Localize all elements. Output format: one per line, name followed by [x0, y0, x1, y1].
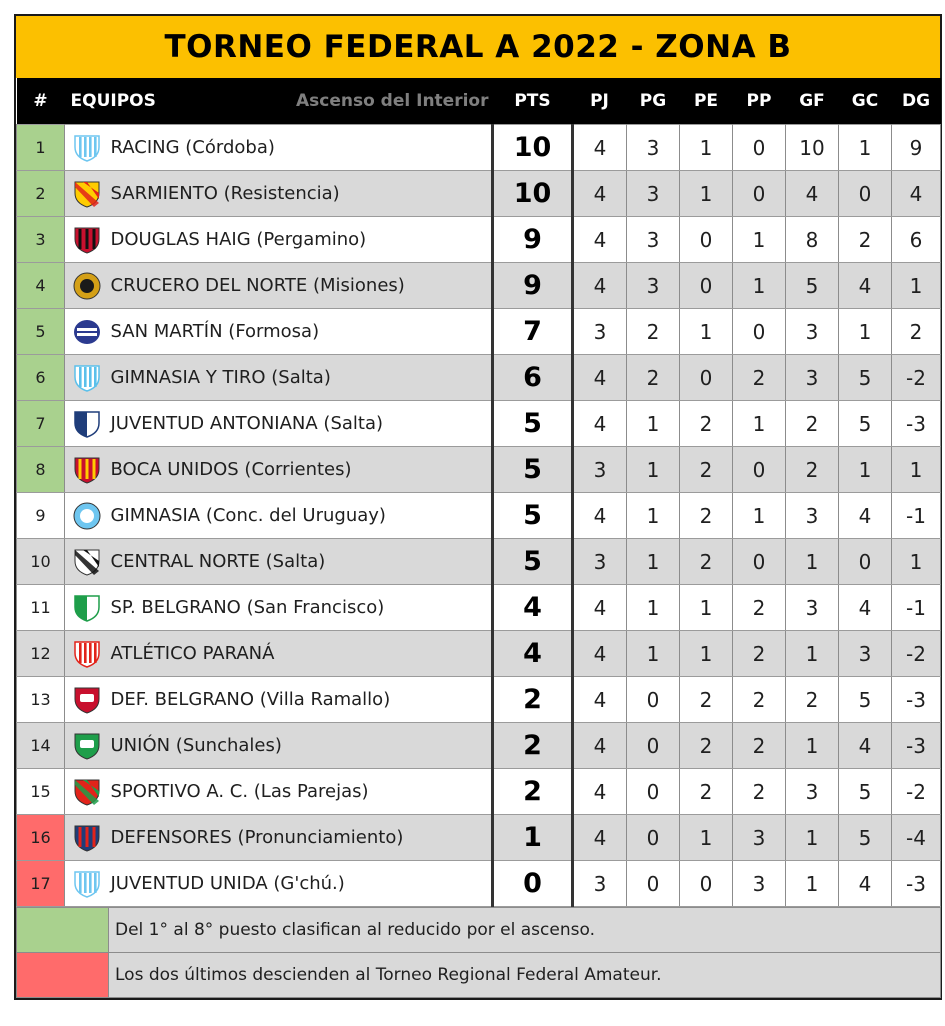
- header-pos: #: [17, 78, 65, 125]
- juventud-antoniana-crest-icon: [65, 401, 109, 447]
- table-title: TORNEO FEDERAL A 2022 - ZONA B: [16, 16, 940, 78]
- position-cell: 8: [17, 447, 65, 493]
- dg-cell: -4: [892, 815, 941, 861]
- team-name: CENTRAL NORTE (Salta): [109, 539, 493, 585]
- dg-cell: -2: [892, 355, 941, 401]
- dg-cell: 9: [892, 125, 941, 171]
- pts-cell: 4: [493, 585, 573, 631]
- pg-cell: 0: [627, 677, 680, 723]
- table-row: [17, 401, 941, 447]
- position-cell: 4: [17, 263, 65, 309]
- gc-cell: 0: [839, 539, 892, 585]
- pp-cell: 0: [733, 171, 786, 217]
- standings-table: [16, 78, 941, 907]
- gf-cell: 3: [786, 309, 839, 355]
- table-row: [17, 861, 941, 907]
- pp-cell: 0: [733, 539, 786, 585]
- position-cell: 10: [17, 539, 65, 585]
- pg-cell: 1: [627, 539, 680, 585]
- table-row: [17, 631, 941, 677]
- boca-unidos-crest-icon: [65, 447, 109, 493]
- douglas-haig-crest-icon: [65, 217, 109, 263]
- pg-cell: 2: [627, 309, 680, 355]
- pp-cell: 2: [733, 355, 786, 401]
- position-cell: 16: [17, 815, 65, 861]
- dg-cell: 1: [892, 263, 941, 309]
- pj-cell: 4: [573, 125, 627, 171]
- sp-belgrano-crest-icon: [65, 585, 109, 631]
- header-gc: GC: [839, 78, 892, 125]
- team-name: BOCA UNIDOS (Corrientes): [109, 447, 493, 493]
- pj-cell: 4: [573, 815, 627, 861]
- atletico-parana-crest-icon: [65, 631, 109, 677]
- juventud-unida-crest-icon: [65, 861, 109, 907]
- pg-cell: 0: [627, 723, 680, 769]
- gc-cell: 3: [839, 631, 892, 677]
- standings-panel: [14, 14, 942, 1000]
- header-subtitle: Ascenso del Interior: [295, 91, 489, 111]
- pe-cell: 0: [680, 263, 733, 309]
- team-name: SPORTIVO A. C. (Las Parejas): [109, 769, 493, 815]
- pg-cell: 1: [627, 447, 680, 493]
- gf-cell: 2: [786, 401, 839, 447]
- gf-cell: 3: [786, 585, 839, 631]
- pg-cell: 0: [627, 769, 680, 815]
- defensores-crest-icon: [65, 815, 109, 861]
- header-dg: DG: [892, 78, 941, 125]
- gc-cell: 5: [839, 815, 892, 861]
- pe-cell: 1: [680, 631, 733, 677]
- pg-cell: 1: [627, 585, 680, 631]
- pg-cell: 3: [627, 125, 680, 171]
- pj-cell: 3: [573, 539, 627, 585]
- gf-cell: 5: [786, 263, 839, 309]
- central-norte-crest-icon: [65, 539, 109, 585]
- dg-cell: -2: [892, 769, 941, 815]
- table-row: [17, 217, 941, 263]
- gf-cell: 3: [786, 493, 839, 539]
- pp-cell: 1: [733, 401, 786, 447]
- header-pts: PTS: [493, 78, 573, 125]
- gf-cell: 10: [786, 125, 839, 171]
- table-row: [17, 677, 941, 723]
- pj-cell: 4: [573, 677, 627, 723]
- legend-text-green: Del 1° al 8° puesto clasifican al reducido por el ascenso.: [109, 908, 941, 953]
- pg-cell: 2: [627, 355, 680, 401]
- dg-cell: -3: [892, 723, 941, 769]
- pe-cell: 2: [680, 723, 733, 769]
- pj-cell: 4: [573, 401, 627, 447]
- header-team: [65, 78, 493, 125]
- pj-cell: 4: [573, 723, 627, 769]
- pts-cell: 5: [493, 401, 573, 447]
- pts-cell: 0: [493, 861, 573, 907]
- dg-cell: 4: [892, 171, 941, 217]
- team-name: GIMNASIA (Conc. del Uruguay): [109, 493, 493, 539]
- pj-cell: 4: [573, 585, 627, 631]
- header-row: [17, 78, 941, 125]
- gf-cell: 2: [786, 677, 839, 723]
- pts-cell: 4: [493, 631, 573, 677]
- pe-cell: 1: [680, 309, 733, 355]
- pg-cell: 1: [627, 631, 680, 677]
- dg-cell: 2: [892, 309, 941, 355]
- gc-cell: 5: [839, 401, 892, 447]
- gf-cell: 1: [786, 723, 839, 769]
- team-name: CRUCERO DEL NORTE (Misiones): [109, 263, 493, 309]
- gf-cell: 8: [786, 217, 839, 263]
- pj-cell: 4: [573, 263, 627, 309]
- pp-cell: 2: [733, 769, 786, 815]
- sarmiento-crest-icon: [65, 171, 109, 217]
- position-cell: 15: [17, 769, 65, 815]
- pe-cell: 0: [680, 861, 733, 907]
- team-name: UNIÓN (Sunchales): [109, 723, 493, 769]
- pp-cell: 1: [733, 217, 786, 263]
- team-name: DEF. BELGRANO (Villa Ramallo): [109, 677, 493, 723]
- gf-cell: 1: [786, 861, 839, 907]
- team-name: RACING (Córdoba): [109, 125, 493, 171]
- team-name: DEFENSORES (Pronunciamiento): [109, 815, 493, 861]
- pts-cell: 5: [493, 493, 573, 539]
- crucero-del-norte-crest-icon: [65, 263, 109, 309]
- table-row: [17, 815, 941, 861]
- pts-cell: 2: [493, 769, 573, 815]
- gf-cell: 1: [786, 631, 839, 677]
- table-row: [17, 355, 941, 401]
- table-row: [17, 769, 941, 815]
- gc-cell: 0: [839, 171, 892, 217]
- pts-cell: 2: [493, 677, 573, 723]
- position-cell: 1: [17, 125, 65, 171]
- header-pp: PP: [733, 78, 786, 125]
- pp-cell: 3: [733, 815, 786, 861]
- pj-cell: 4: [573, 171, 627, 217]
- dg-cell: 1: [892, 447, 941, 493]
- pg-cell: 1: [627, 493, 680, 539]
- gf-cell: 1: [786, 815, 839, 861]
- pts-cell: 9: [493, 217, 573, 263]
- gc-cell: 1: [839, 309, 892, 355]
- legend-text-red: Los dos últimos descienden al Torneo Regional Federal Amateur.: [109, 953, 941, 998]
- table-row: [17, 309, 941, 355]
- pe-cell: 1: [680, 125, 733, 171]
- pe-cell: 1: [680, 815, 733, 861]
- gc-cell: 2: [839, 217, 892, 263]
- pts-cell: 5: [493, 539, 573, 585]
- table-row: [17, 125, 941, 171]
- table-row: [17, 263, 941, 309]
- dg-cell: 1: [892, 539, 941, 585]
- pts-cell: 10: [493, 125, 573, 171]
- position-cell: 6: [17, 355, 65, 401]
- team-name: GIMNASIA Y TIRO (Salta): [109, 355, 493, 401]
- gc-cell: 5: [839, 769, 892, 815]
- pe-cell: 1: [680, 585, 733, 631]
- header-pe: PE: [680, 78, 733, 125]
- table-row: [17, 539, 941, 585]
- pj-cell: 3: [573, 309, 627, 355]
- pp-cell: 3: [733, 861, 786, 907]
- gc-cell: 5: [839, 677, 892, 723]
- pj-cell: 4: [573, 217, 627, 263]
- pts-cell: 2: [493, 723, 573, 769]
- team-name: JUVENTUD ANTONIANA (Salta): [109, 401, 493, 447]
- pts-cell: 1: [493, 815, 573, 861]
- dg-cell: -3: [892, 677, 941, 723]
- pe-cell: 0: [680, 355, 733, 401]
- table-row: [17, 171, 941, 217]
- gimnasia-uruguay-crest-icon: [65, 493, 109, 539]
- pe-cell: 2: [680, 447, 733, 493]
- gc-cell: 4: [839, 585, 892, 631]
- position-cell: 2: [17, 171, 65, 217]
- table-row: [17, 723, 941, 769]
- dg-cell: 6: [892, 217, 941, 263]
- table-row: [17, 447, 941, 493]
- pg-cell: 1: [627, 401, 680, 447]
- pp-cell: 2: [733, 585, 786, 631]
- pp-cell: 0: [733, 447, 786, 493]
- pp-cell: 1: [733, 263, 786, 309]
- pts-cell: 6: [493, 355, 573, 401]
- team-name: JUVENTUD UNIDA (G'chú.): [109, 861, 493, 907]
- legend-row-green: [17, 908, 941, 953]
- gf-cell: 1: [786, 539, 839, 585]
- pg-cell: 3: [627, 217, 680, 263]
- team-name: DOUGLAS HAIG (Pergamino): [109, 217, 493, 263]
- header-gf: GF: [786, 78, 839, 125]
- gc-cell: 4: [839, 861, 892, 907]
- gf-cell: 2: [786, 447, 839, 493]
- gc-cell: 4: [839, 263, 892, 309]
- sportivo-ac-crest-icon: [65, 769, 109, 815]
- pp-cell: 0: [733, 309, 786, 355]
- pj-cell: 3: [573, 447, 627, 493]
- pts-cell: 9: [493, 263, 573, 309]
- team-name: SAN MARTÍN (Formosa): [109, 309, 493, 355]
- dg-cell: -1: [892, 493, 941, 539]
- pts-cell: 7: [493, 309, 573, 355]
- legend-swatch-red: [17, 953, 109, 998]
- pe-cell: 2: [680, 769, 733, 815]
- dg-cell: -2: [892, 631, 941, 677]
- position-cell: 17: [17, 861, 65, 907]
- position-cell: 9: [17, 493, 65, 539]
- pg-cell: 3: [627, 171, 680, 217]
- pp-cell: 0: [733, 125, 786, 171]
- pp-cell: 2: [733, 631, 786, 677]
- gf-cell: 3: [786, 355, 839, 401]
- gc-cell: 4: [839, 493, 892, 539]
- legend-swatch-green: [17, 908, 109, 953]
- pj-cell: 4: [573, 355, 627, 401]
- pp-cell: 2: [733, 677, 786, 723]
- pts-cell: 5: [493, 447, 573, 493]
- position-cell: 14: [17, 723, 65, 769]
- pp-cell: 2: [733, 723, 786, 769]
- position-cell: 7: [17, 401, 65, 447]
- pts-cell: 10: [493, 171, 573, 217]
- pp-cell: 1: [733, 493, 786, 539]
- pe-cell: 2: [680, 493, 733, 539]
- gimnasia-y-tiro-crest-icon: [65, 355, 109, 401]
- def-belgrano-crest-icon: [65, 677, 109, 723]
- position-cell: 11: [17, 585, 65, 631]
- pe-cell: 2: [680, 401, 733, 447]
- header-team-label: EQUIPOS: [70, 91, 156, 111]
- pe-cell: 0: [680, 217, 733, 263]
- gf-cell: 3: [786, 769, 839, 815]
- pg-cell: 0: [627, 861, 680, 907]
- team-name: SP. BELGRANO (San Francisco): [109, 585, 493, 631]
- dg-cell: -1: [892, 585, 941, 631]
- pg-cell: 0: [627, 815, 680, 861]
- table-row: [17, 585, 941, 631]
- gc-cell: 5: [839, 355, 892, 401]
- pj-cell: 4: [573, 631, 627, 677]
- pj-cell: 3: [573, 861, 627, 907]
- racing-crest-icon: [65, 125, 109, 171]
- legend-table: [16, 907, 941, 998]
- pg-cell: 3: [627, 263, 680, 309]
- pj-cell: 4: [573, 493, 627, 539]
- team-name: SARMIENTO (Resistencia): [109, 171, 493, 217]
- gf-cell: 4: [786, 171, 839, 217]
- pe-cell: 2: [680, 539, 733, 585]
- pj-cell: 4: [573, 769, 627, 815]
- gc-cell: 1: [839, 447, 892, 493]
- header-pg: PG: [627, 78, 680, 125]
- legend-row-red: [17, 953, 941, 998]
- position-cell: 13: [17, 677, 65, 723]
- team-name: ATLÉTICO PARANÁ: [109, 631, 493, 677]
- union-sunchales-crest-icon: [65, 723, 109, 769]
- dg-cell: -3: [892, 401, 941, 447]
- table-row: [17, 493, 941, 539]
- gc-cell: 4: [839, 723, 892, 769]
- position-cell: 12: [17, 631, 65, 677]
- pe-cell: 1: [680, 171, 733, 217]
- dg-cell: -3: [892, 861, 941, 907]
- position-cell: 3: [17, 217, 65, 263]
- san-martin-crest-icon: [65, 309, 109, 355]
- gc-cell: 1: [839, 125, 892, 171]
- header-pj: PJ: [573, 78, 627, 125]
- position-cell: 5: [17, 309, 65, 355]
- pe-cell: 2: [680, 677, 733, 723]
